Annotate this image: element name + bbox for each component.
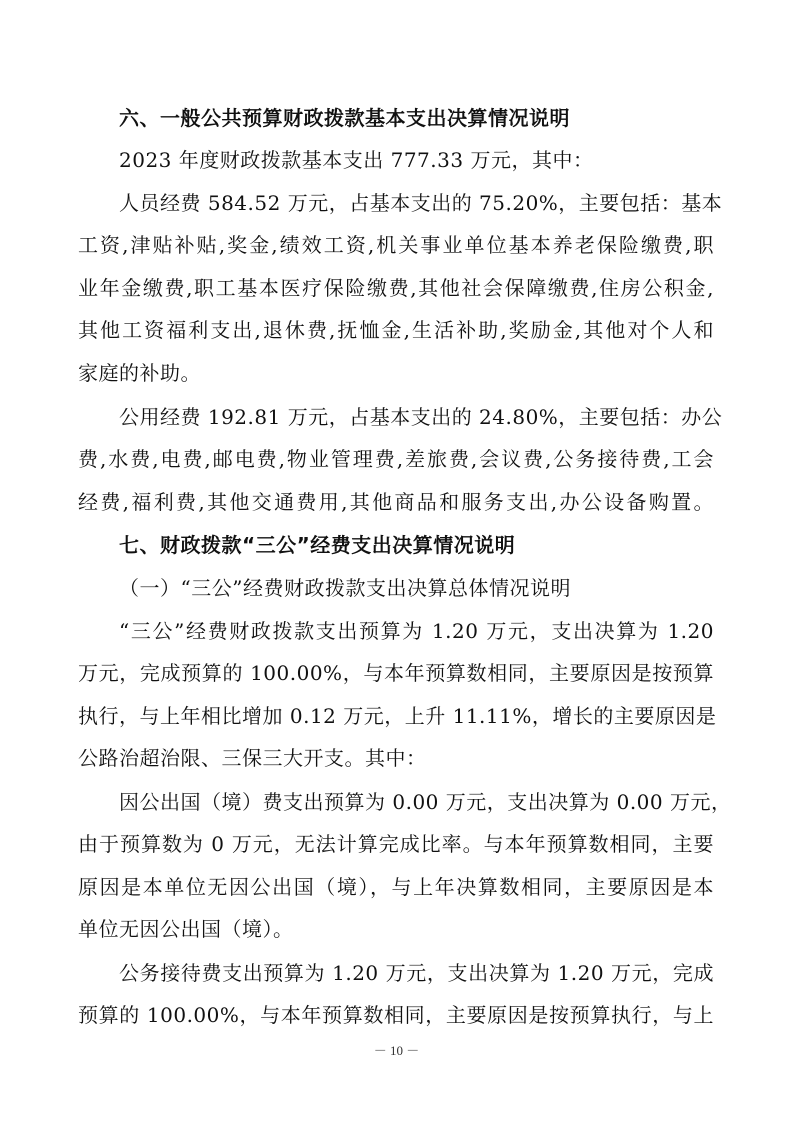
section-heading-7: 七、财政拨款“三公”经费支出决算情况说明 [119, 533, 516, 557]
paragraph-line: 原因是本单位无因公出国（境），与上年决算数相同，主要原因是本 [78, 875, 714, 899]
paragraph-line: 因公出国（境）费支出预算为 0.00 万元，支出决算为 0.00 万元， [119, 790, 732, 814]
paragraph-line: 业年金缴费,职工基本医疗保险缴费,其他社会保障缴费,住房公积金, [78, 276, 714, 300]
paragraph-line: “三公”经费财政拨款支出预算为 1.20 万元，支出决算为 1.20 [119, 619, 714, 643]
paragraph-line: 执行，与上年相比增加 0.12 万元，上升 11.11%，增长的主要原因是 [78, 704, 717, 728]
paragraph-line: 家庭的补助。 [78, 361, 201, 385]
paragraph-line: 经费,福利费,其他交通费用,其他商品和服务支出,办公设备购置。 [78, 490, 714, 514]
paragraph-line: 人员经费 584.52 万元，占基本支出的 75.20%，主要包括：基本 [119, 191, 723, 215]
paragraph-line: 2023 年度财政拨款基本支出 777.33 万元，其中： [119, 148, 594, 172]
paragraph-line: 公用经费 192.81 万元，占基本支出的 24.80%，主要包括：办公 [119, 405, 723, 429]
paragraph-line: 预算的 100.00%，与本年预算数相同，主要原因是按预算执行，与上 [78, 1003, 714, 1027]
paragraph-line: 万元，完成预算的 100.00%，与本年预算数相同，主要原因是按预算 [78, 661, 714, 685]
paragraph-line: 其他工资福利支出,退休费,抚恤金,生活补助,奖励金,其他对个人和 [78, 318, 714, 342]
paragraph-line: 工资,津贴补贴,奖金,绩效工资,机关事业单位基本养老保险缴费,职 [78, 233, 714, 257]
subsection-heading: （一）“三公”经费财政拨款支出决算总体情况说明 [119, 576, 571, 600]
paragraph-line: 公路治超治限、三保三大开支。其中： [78, 746, 427, 770]
paragraph-line: 费,水费,电费,邮电费,物业管理费,差旅费,会议费,公务接待费,工会 [78, 447, 714, 471]
section-heading-6: 六、一般公共预算财政拨款基本支出决算情况说明 [119, 106, 570, 130]
paragraph-line: 由于预算数为 0 万元，无法计算完成比率。与本年预算数相同，主要 [78, 832, 714, 856]
paragraph-line: 单位无因公出国（境）。 [78, 917, 294, 941]
page-number: － 10 － [373, 1043, 420, 1058]
paragraph-line: 公务接待费支出预算为 1.20 万元，支出决算为 1.20 万元，完成 [119, 961, 714, 985]
